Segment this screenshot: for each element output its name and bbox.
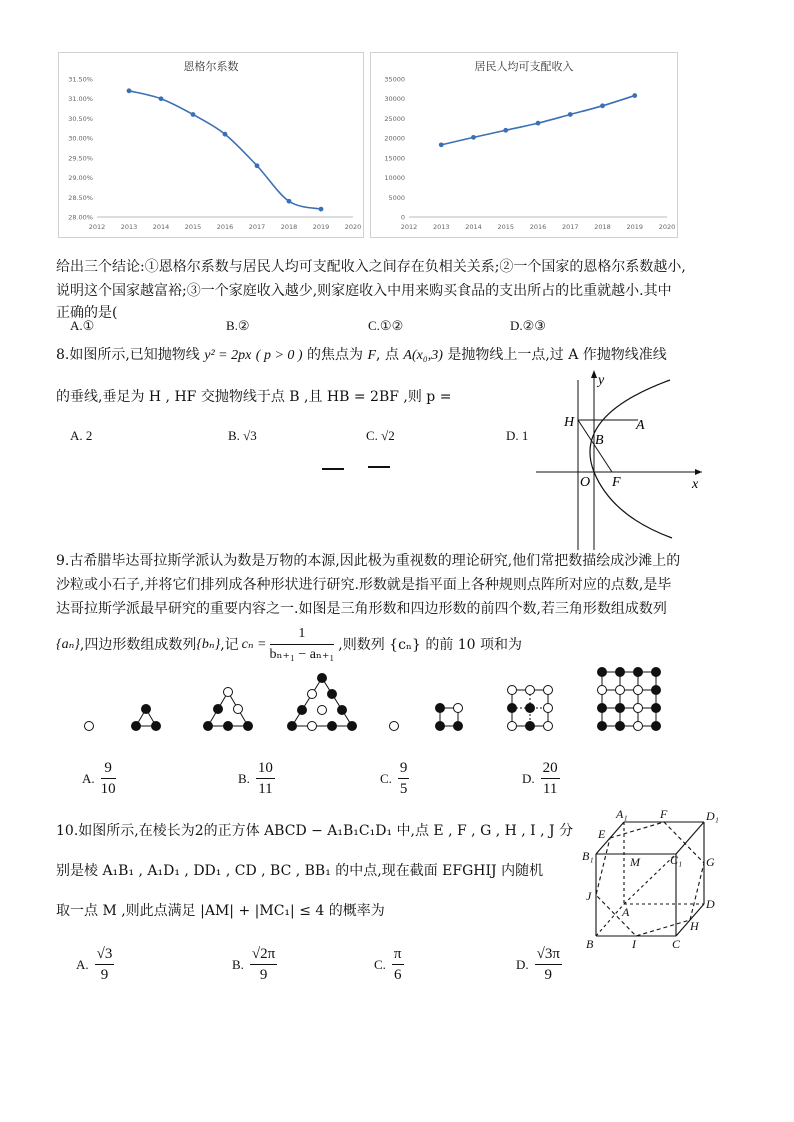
numerator: √3: [95, 944, 115, 965]
label-g: G: [706, 855, 715, 869]
option-label: A.: [76, 956, 89, 972]
square-4: [436, 704, 463, 731]
q9-line-4: [56, 624, 736, 665]
chart-title: 恩格尔系数: [183, 60, 239, 73]
numerator: 9: [398, 758, 410, 779]
parabola-figure: [532, 366, 712, 552]
data-point: [319, 207, 324, 212]
triangle-3: [132, 705, 161, 731]
figurate-numbers-figure: [76, 666, 676, 742]
data-point: [223, 132, 228, 137]
data-point: [536, 121, 541, 126]
x-tick-label: 2017: [561, 223, 579, 231]
q9-option-a[interactable]: [82, 758, 116, 799]
q9-option-c[interactable]: [380, 758, 409, 799]
label-h: H: [564, 415, 575, 430]
option-label: C.: [380, 770, 392, 786]
option-fraction: [250, 944, 277, 985]
option-fraction: [398, 758, 410, 799]
y-tick-label: 30.00%: [68, 134, 93, 143]
q10-option-a[interactable]: [76, 944, 114, 985]
income-chart: [370, 52, 678, 238]
label-y: y: [598, 373, 605, 388]
denominator: 9: [100, 967, 109, 983]
x-tick-label: 2014: [152, 223, 170, 231]
y-tick-label: 20000: [384, 134, 405, 143]
data-point: [471, 135, 476, 140]
y-tick-label: 29.50%: [68, 154, 93, 163]
numerator: 9: [101, 758, 116, 779]
label-b1: B₁: [582, 849, 594, 863]
data-point: [287, 199, 292, 204]
option-fraction: [101, 758, 116, 799]
q8-equation: y² = 2px: [204, 348, 252, 363]
engel-chart: [58, 52, 364, 238]
option-fraction: [392, 944, 404, 985]
dot: [85, 722, 94, 731]
label-o: O: [580, 475, 591, 490]
option-fraction: [541, 758, 560, 799]
chart-title: 居民人均可支配收入: [474, 60, 574, 73]
label-c: C: [672, 937, 681, 951]
q8-tail: 是抛物线上一点,过 A 作抛物线准线: [447, 347, 667, 363]
label-j: J: [586, 889, 592, 903]
q7-line-1: 给出三个结论:①恩格尔系数与居民人均可支配收入之间存在负相关关系;②一个国家的恩格尔系数越小,: [56, 259, 686, 275]
data-point: [255, 163, 260, 168]
y-axis-arrow-icon: [591, 370, 597, 378]
data-point: [159, 96, 164, 101]
triangle-10: [288, 674, 357, 731]
label-c1: C₁: [670, 853, 683, 867]
cn-numerator: 1: [270, 624, 335, 645]
data-point: [568, 112, 573, 117]
q7-option-d[interactable]: D.②③: [510, 318, 546, 333]
x-tick-label: 2012: [88, 223, 106, 231]
data-point: [632, 93, 637, 98]
seq-b: {bₙ}: [196, 636, 221, 652]
option-label: A.: [82, 770, 95, 786]
denominator: 11: [258, 781, 273, 797]
label-f: F: [612, 475, 621, 490]
q7-line-2: 说明这个国家越富裕;③一个家庭收入越少,则家庭收入中用来购买食品的支出所占的比重就越小.其中: [56, 283, 672, 299]
square-9: [508, 686, 553, 731]
option-label: B.: [238, 770, 250, 786]
x-tick-label: 2016: [216, 223, 234, 231]
y-tick-label: 31.00%: [68, 95, 93, 104]
label-x: x: [692, 477, 699, 492]
label-a: A: [636, 418, 645, 433]
option-fraction: [535, 944, 562, 985]
q7-option-a[interactable]: A.①: [70, 318, 95, 333]
x-tick-label: 2017: [248, 223, 266, 231]
q10-line-3: 取一点 M ,则此点满足 |AM| + |MC₁| ≤ 4 的概率为: [56, 903, 385, 919]
q8-option-a[interactable]: A. 2: [70, 428, 93, 443]
q9-line-1: 9.古希腊毕达哥拉斯学派认为数是万物的本源,因此极为重视数的理论研究,他们常把数描绘成沙滩上的: [56, 553, 681, 569]
engel-chart-svg: [59, 53, 363, 237]
numerator: π: [392, 944, 404, 965]
option-fraction: [95, 944, 115, 985]
square-16: [598, 668, 661, 731]
q10-option-d[interactable]: [516, 944, 562, 985]
q8-line-1: 8.如图所示,已知抛物线 y² = 2px ( p > 0 ) 的焦点为 F, 点 A(x₀,3) 是抛物线上一点,过 A 作抛物线准线: [56, 347, 667, 363]
data-point: [439, 142, 444, 147]
denominator: 9: [259, 967, 268, 983]
option-label: D.: [516, 956, 529, 972]
cn-fraction: [270, 624, 335, 665]
label-d1: D₁: [706, 809, 719, 823]
cn-denominator: bₙ₊₁ − aₙ₊₁: [269, 647, 335, 662]
q10-line-2: 别是棱 A₁B₁ , A₁D₁ , DD₁ , CD , BC , BB₁ 的中点,现在截面 EFGHIJ 内随机: [56, 863, 544, 879]
y-tick-label: 15000: [384, 154, 405, 163]
denominator: 6: [393, 967, 402, 983]
q10-option-b[interactable]: [232, 944, 277, 985]
label-f: F: [660, 808, 668, 821]
series-line: [129, 91, 321, 209]
q8-lead: 8.如图所示,已知抛物线: [56, 347, 200, 363]
label-i: I: [632, 937, 636, 951]
cube-figure: [582, 808, 732, 958]
denominator: 5: [399, 781, 408, 797]
denominator: 11: [542, 781, 558, 797]
y-tick-label: 25000: [384, 114, 405, 123]
data-point: [191, 112, 196, 117]
q9-mid: ,四边形数组成数列: [79, 636, 197, 653]
y-tick-label: 10000: [384, 174, 405, 183]
y-tick-label: 28.50%: [68, 193, 93, 202]
x-tick-label: 2018: [280, 223, 298, 231]
x-tick-label: 2012: [400, 223, 418, 231]
blank-mark-1: [322, 468, 344, 470]
x-tick-label: 2015: [184, 223, 202, 231]
x-tick-label: 2014: [465, 223, 482, 231]
q9-line-3: 达哥拉斯学派最早研究的重要内容之一.如图是三角形数和四边形数的前四个数,若三角形数组成数列: [56, 601, 667, 617]
q8-option-b[interactable]: B. √3: [228, 428, 257, 443]
q8-point-a: A(x₀,3): [403, 348, 443, 363]
y-tick-label: 29.00%: [68, 174, 93, 183]
q8-condition: ( p > 0 ): [255, 348, 303, 363]
option-label: D.: [522, 770, 535, 786]
y-tick-label: 28.00%: [68, 213, 93, 222]
q9-option-b[interactable]: [238, 758, 275, 799]
x-tick-label: 2020: [344, 223, 362, 231]
denominator: 9: [544, 967, 553, 983]
option-fraction: [256, 758, 275, 799]
cn-label: cₙ =: [241, 636, 267, 652]
q8-mid: 的焦点为: [307, 347, 364, 363]
q7-line-3: 正确的是(: [56, 305, 118, 321]
x-tick-label: 2013: [432, 223, 450, 231]
numerator: 20: [541, 758, 560, 779]
q8-option-c[interactable]: C. √2: [366, 428, 395, 443]
label-b: B: [595, 433, 604, 448]
x-tick-label: 2020: [658, 223, 676, 231]
option-label: C.: [374, 956, 386, 972]
q8-option-d[interactable]: D. 1: [506, 428, 529, 443]
y-tick-label: 35000: [384, 75, 405, 84]
square-1: [390, 722, 399, 731]
x-tick-label: 2019: [626, 223, 644, 231]
x-tick-label: 2018: [594, 223, 611, 231]
label-e: E: [598, 827, 606, 841]
y-tick-label: 0: [400, 213, 405, 222]
label-a: A: [622, 905, 630, 919]
label-d: D: [706, 897, 715, 911]
blank-mark-2: [368, 466, 390, 468]
series-line: [441, 96, 635, 145]
q7-option-b[interactable]: B.②: [226, 318, 250, 333]
data-point: [127, 88, 132, 93]
q9-def: ,记: [220, 636, 239, 653]
x-tick-label: 2019: [312, 223, 330, 231]
numerator: √3π: [535, 944, 562, 965]
q8-focus: F: [367, 348, 377, 363]
q10-line-1: 10.如图所示,在棱长为2的正方体 ABCD − A₁B₁C₁D₁ 中,点 E , F , G , H , I , J 分: [56, 823, 574, 839]
triangle-6: [204, 688, 253, 731]
denominator: 10: [100, 781, 116, 797]
label-a1: A₁: [616, 808, 628, 821]
data-point: [503, 128, 508, 133]
label-b: B: [586, 937, 594, 951]
y-tick-label: 30000: [384, 95, 405, 104]
q10-option-c[interactable]: [374, 944, 404, 985]
seq-a: {aₙ}: [56, 636, 80, 652]
y-tick-label: 31.50%: [68, 75, 93, 84]
q7-option-c[interactable]: C.①②: [368, 318, 404, 333]
parabola-curve: [590, 380, 672, 538]
numerator: 10: [256, 758, 275, 779]
label-h: H: [690, 919, 699, 933]
q8-point-word: 点: [384, 347, 399, 363]
q9-line-2: 沙粒或小石子,并将它们排列成各种形状进行研究.形数就是指平面上各种规则点阵所对应的点数,是毕: [56, 577, 672, 593]
triangle-1: [85, 722, 94, 731]
y-tick-label: 30.50%: [68, 114, 93, 123]
x-tick-label: 2015: [497, 223, 515, 231]
x-tick-label: 2013: [120, 223, 138, 231]
option-label: B.: [232, 956, 244, 972]
income-chart-svg: [371, 53, 677, 237]
numerator: √2π: [250, 944, 277, 965]
q9-tail: ,则数列 {cₙ} 的前 10 项和为: [338, 636, 523, 653]
x-axis-arrow-icon: [695, 469, 702, 475]
y-tick-label: 5000: [388, 193, 405, 202]
q9-option-d[interactable]: [522, 758, 560, 799]
q8-line-2: 的垂线,垂足为 H , HF 交抛物线于点 B ,且 HB = 2BF ,则 p =: [56, 389, 452, 405]
data-point: [600, 103, 605, 108]
label-m: M: [630, 855, 640, 869]
x-tick-label: 2016: [529, 223, 547, 231]
